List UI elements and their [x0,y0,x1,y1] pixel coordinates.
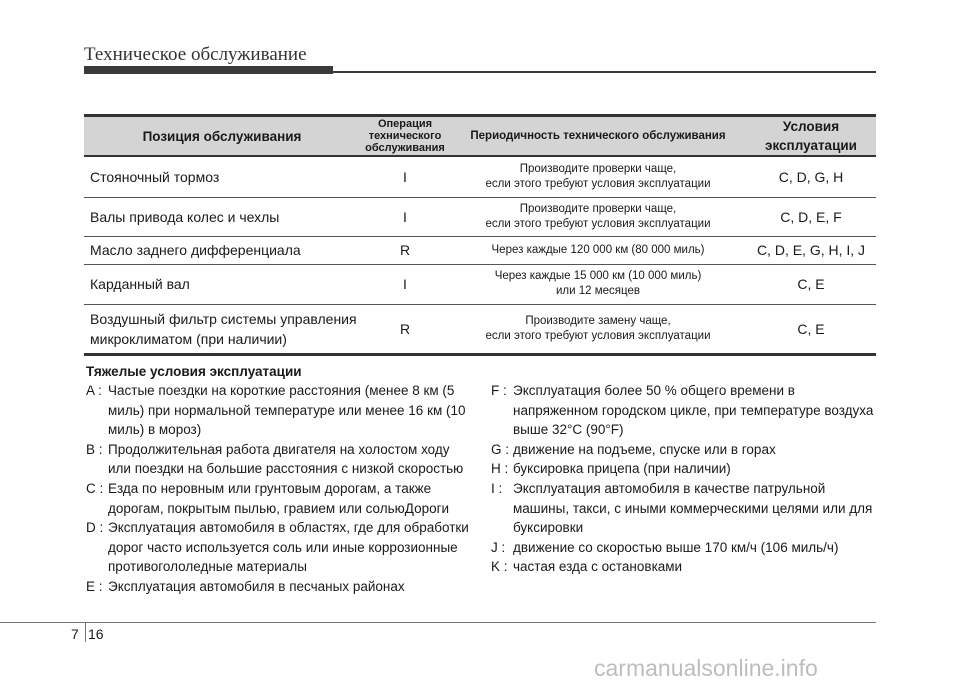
list-item [491,459,876,479]
header-bar [84,66,333,74]
cell-operation: R [360,304,450,354]
cell-operation: I [360,197,450,236]
item-letter: B : [86,441,103,457]
item-letter: E : [86,578,103,594]
maintenance-table [84,114,876,356]
item-text: Эксплуатация более 50 % общего времени в напряженном городском цикле, при температуре воздуха выше 32°C (90°F) [513,383,874,438]
cell-conditions: C, E [746,304,876,354]
item-text: Частые поездки на короткие расстояния (менее 8 км (5 миль) при нормальной температуре или менее 16 км (10 миль) в мороз) [108,383,466,438]
list-item [491,479,876,538]
cell-periodicity: Через каждые 120 000 км (80 000 миль) [450,236,746,264]
item-letter: D : [86,520,104,536]
item-text: движение со скоростью выше 170 км/ч (106 миль/ч) [513,539,839,555]
table-row [84,264,876,304]
cell-position: Стояночный тормоз [84,156,360,197]
item-letter: K : [491,559,508,575]
cell-conditions: C, D, E, G, H, I, J [746,236,876,264]
list-item [491,440,876,460]
item-text: Эксплуатация автомобиля в областях, где для обработки дорог часто используется соль или иные коррозионные противогололедные материалы [108,520,469,575]
item-text: движение на подъеме, спуске или в горах [513,441,776,457]
table-row [84,304,876,354]
table-row [84,197,876,236]
severe-conditions-heading: Тяжелые условия эксплуатации [86,364,302,379]
cell-operation: I [360,264,450,304]
cell-periodicity: Производите проверки чаще, если этого требуют условия эксплуатации [450,197,746,236]
cell-periodicity: Через каждые 15 000 км (10 000 миль) или 12 месяцев [450,264,746,304]
severe-conditions-list-right [491,381,876,577]
item-letter: J : [491,539,506,555]
cell-position: Карданный вал [84,264,360,304]
item-text: Езда по неровным или грунтовым дорогам, а также дорогам, покрытым пылью, гравием или сольюДороги [108,480,450,516]
item-letter: H : [491,461,509,477]
item-letter: I : [491,480,503,496]
list-item [86,518,472,577]
list-item [86,479,472,518]
list-item [86,440,472,479]
list-item [491,381,876,440]
list-item [86,381,472,440]
item-text: частая езда с остановками [513,559,683,575]
item-text: Эксплуатация автомобиля в песчаных районах [108,578,405,594]
table-header-row [84,116,876,157]
watermark: carmanualsonline.info [594,655,818,681]
item-letter: A : [86,383,102,398]
cell-conditions: C, D, G, H [746,156,876,197]
list-item [491,538,876,558]
table-row [84,156,876,197]
page-header-title: Техническое обслуживание [84,44,307,65]
chapter-number: 7 [71,626,79,642]
list-item [86,577,472,597]
cell-position: Воздушный фильтр системы управления микроклиматом (при наличии) [84,304,360,354]
table-row [84,236,876,264]
item-letter: G : [491,441,510,457]
page-number: 16 [88,626,104,642]
header-operation: Операция технического обслуживания [360,116,450,157]
item-text: Продолжительная работа двигателя на холостом ходу или поездки на большие расстояния с низкой скоростью [108,441,464,477]
cell-conditions: C, D, E, F [746,197,876,236]
item-text: Эксплуатация автомобиля в качестве патрульной машины, такси, с иными коммерческими целями или для буксировки [513,480,873,536]
header-position: Позиция обслуживания [84,116,360,157]
cell-operation: R [360,236,450,264]
header-periodicity: Периодичность технического обслуживания [450,116,746,157]
footer-divider [85,622,86,642]
list-item [491,557,876,577]
item-text: буксировка прицепа (при наличии) [513,461,731,477]
cell-periodicity: Производите замену чаще, если этого требуют условия эксплуатации [450,304,746,354]
footer-rule [0,622,876,623]
cell-operation: I [360,156,450,197]
header-rule [333,71,876,73]
cell-periodicity: Производите проверки чаще, если этого требуют условия эксплуатации [450,156,746,197]
item-letter: F : [491,383,507,398]
cell-conditions: C, E [746,264,876,304]
cell-position: Масло заднего дифференциала [84,236,360,264]
item-letter: C : [86,480,104,496]
header-conditions: Условия эксплуатации [746,116,876,157]
cell-position: Валы привода колес и чехлы [84,197,360,236]
severe-conditions-list-left [86,381,472,597]
